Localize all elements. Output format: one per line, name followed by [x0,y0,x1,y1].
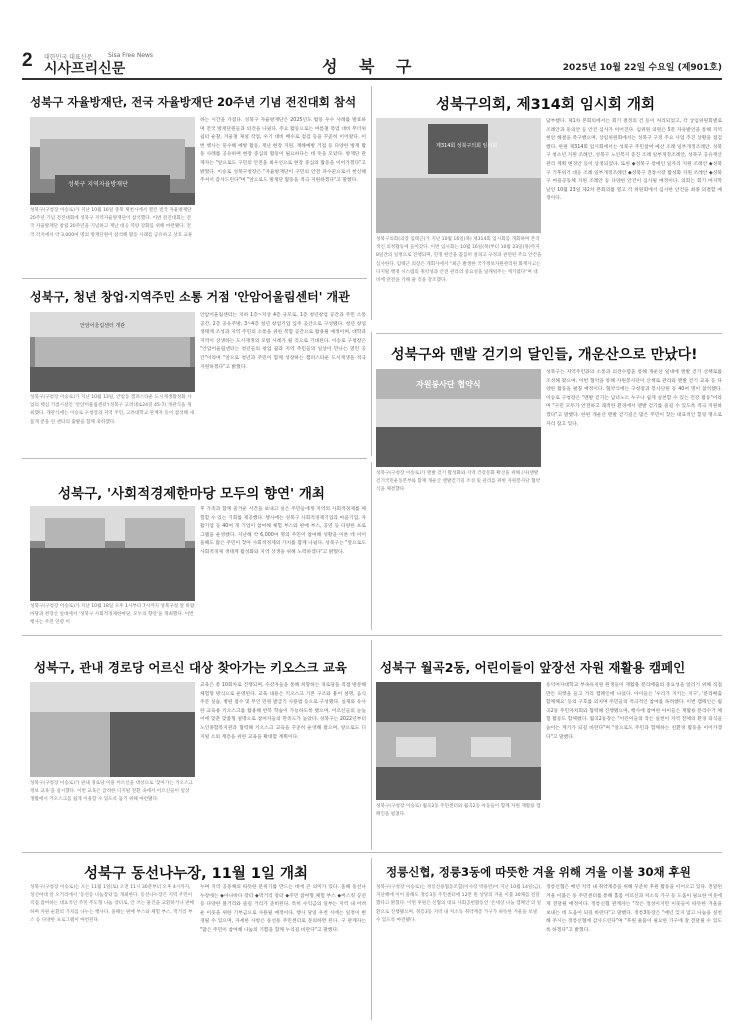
article-photo [30,682,195,777]
column-divider [371,858,372,1020]
article-headline[interactable]: 성북구, 관내 경로당 어르신 대상 찾아가는 키오스크 교육 [34,660,347,675]
photo-banner-text: 제314회 성북구의회 임시회 [436,143,498,149]
article-photo [30,117,195,205]
article-body: 후 가족과 함께 즐거운 시간을 보내고 싶은 주민들에게 지역의 사회적경제를 체험할 수 있는 기회를 제공했다. 행사에는 성북구 사회적경제기업과 마을기업, 자활기업 등 40여 개 기업이 참여해 체험 부스와 판매 부스, 공연 등 다양한 프로그램을 운영했다. 지난해 약 6,000여 명의 주민이 참여해 성황을 이룬 데 이어 올해도 많은 주민이 찾아 사회적경제의 가치를 함께 나눴다. 성북구는 "앞으로도 사회적경제 생태계 활성화와 지역 상생을 위해 노력하겠다"고 밝혔다. [200,507,366,555]
article-body: 성북구는 지역주민과의 소통과 의견수렴을 통해 개운산 일대에 맨발 걷기 산책로를 조성해 왔으며, 이번 협약을 통해 자원봉사단이 산책로 관리와 맨발 걷기 교육 등 다양한 활동을 펼칠 예정이다. 협약식에는 구청장과 봉사단원 등 40여 명이 참석했다. 이승로 구청장은 "맨발 걷기는 남녀노소 누구나 쉽게 실천할 수 있는 건강 활동"이라며 "구민 모두가 안전하고 쾌적한 환경에서 맨발 걷기를 즐길 수 있도록 적극 지원하겠다"고 말했다. 한편 개운산 맨발 걷기길은 많은 주민이 찾는 대표적인 힐링 명소로 자리 잡고 있다. [546,370,722,427]
article-headline[interactable]: 성북구와 맨발 걷기의 달인들, 개운산으로 만났다! [391,347,698,363]
article-photo [376,682,541,800]
article-photo [30,312,195,392]
article-lede: 성북구(구청장 이승로) 월곡2동 주민센터와 월곡2동 아동들이 함께 자원 재활용 캠페인을 펼쳤다. [376,804,541,818]
article-lede: 성북구(구청장 이승로)가 관내 경로당 이용 어르신을 대상으로 '찾아가는 키오스크 정보 교육'을 실시했다. 이번 교육은 급격한 디지털 전환 속에서 어르신들이 일상 생활에서 키오스크를 쉽게 이용할 수 있도록 돕기 위해 마련됐다. [30,781,193,803]
masthead-rule [22,78,722,80]
article-lede: 성북구(구청장 이승로)는 오는 11월 1일(토) 오전 11시 30분부터 오후 4시까지, 성신여대 앞 오거리에서 '동선동 나눔장터'를 개최한다. 동선나누장은 지역 주민이 직접 참여하는 대표적인 주민 주도형 나눔 장터로, 안 쓰는 물건을 교환하거나 판매하며 자원 순환의 가치를 나누는 행사다. 올해는 판매 부스와 체험 부스, 먹거리 부스 등 다양한 프로그램이 마련된다. [30,885,194,923]
article-headline[interactable]: 정릉신협, 정릉3동에 따뜻한 겨울 위해 겨울 이불 30채 후원 [386,865,691,879]
column-divider [371,332,372,456]
photo-banner-text: 자원봉사단 협약식 [416,380,481,389]
newspaper-logo-en: Sisa Free News [108,52,154,59]
article-body: 교육은 총 10회차로 진행되며, 수강자들을 통해 희망하는 경로당을 직접 방문해 체험형 방식으로 운영된다. 교육 내용은 키오스크 기본 구조와 용어 설명, 음식 주문 실습, 병원 접수 및 무인 민원 발급기 사용법 등으로 구성됐다. 실제와 유사한 교육용 키오스크를 활용해 반복 학습이 가능하도록 했으며, 어르신들의 눈높이에 맞춘 맞춤형 설명으로 참여자들의 만족도가 높았다. 성북구는 2022년부터 노인종합복지관과 협력해 키오스크 교육을 꾸준히 운영해 왔으며, 앞으로도 디지털 소외 계층을 위한 교육을 확대할 계획이다. [200,683,366,740]
article-lede: 성북구(구청장 이승로)가 맨발 걷기 활성화와 지역 건강문화 확산을 위해 (사)맨발걷기국민운동본부와 함께 개운산 맨발걷기길 조성 및 관리를 위한 자원봉사단 협약식을 체결했다. [376,471,541,493]
newspaper-logo: 시사프리신문 [44,61,126,77]
article-body: 하는 시간을 가졌다. 성북구 자율방재단은 2025년도 활동 우수 사례를 발표하며 전국 방재단원들과 의견을 나눴다. 주요 활동으로는 여름철 폭염 대비 무더위 쉼터 순찰, 겨울철 제설 작업, 우기 대비 배수로 점검 등을 꾸준히 이어왔다. 이번 행사는 풍수해 예방 활동, 재난 현장 지원, 재해예방 거점 등 다양한 방재 활동 사례를 공유하며 현장 중심의 활동이 필요하다는 데 뜻을 모았다. 방재단 관계자는 "앞으로도 구민의 안전을 최우선으로 현장 중심의 활동을 이어가겠다"고 밝혔다. 이승로 성북구청장은 "자율방재단이 구민의 안전 파수꾼으로서 헌신해 주셔서 감사드린다"며 "앞으로도 방재단 활동을 적극 지원하겠다"고 말했다. [200,118,366,184]
column-divider [371,640,372,850]
page-number: 2 [22,50,33,71]
article-headline[interactable]: 성북구, 청년 창업·지역주민 소통 거점 '안암어울림센터' 개관 [30,290,350,304]
article-photo [376,369,541,467]
article-lede: 성북구의회(의장 임태근)가 지난 10월 16일(목) 제314회 임시회를 개회하며 본격적인 의정활동에 들어갔다. 이번 임시회는 10월 16일(목)부터 10월 23일(목)까지 8일간의 일정으로 진행되며, 민생 현안을 꼼꼼히 살피고 구정과 관련된 주요 안건을 심사한다. 임태근 의장은 개회사에서 "최근 발생한 국가정보자원관리원 화재사고는 디지털 행정 시스템의 취약성과 안전 관리의 중요성을 일깨워주는 계기였다"며 대비에 만전을 기해 줄 것을 강조했다. [376,237,542,284]
article-lede: 성북구(구청장 이승로)가 지난 10월 13일, 안암동 캠퍼스타운 도시재생활성화 사업의 핵심 거점시설인 '안암어울림센터'(성북구 고려대로24길 45-7) 개관식을 개최했다. 개관식에는 이승로 구청장과 지역 주민, 고려대학교 관계자 등이 참석해 새롭게 문을 연 센터의 출발을 함께 축하했다. [30,395,194,425]
photo-banner-text: 안암어울림센터 개관 [80,323,126,329]
article-lede: 성북구(구청장 이승로)가 지난 10월 16일 충북 제천시에서 열린 전국 자율방재단 20주년 기념 전진대회에 성북구 지역자율방재단이 참석했다. 이번 전진대회는 전국 자율방재단 창립 20주년을 기념하고 재난 대응 역량 강화를 위해 마련됐다. 전국 각지에서 약 3,000여 명의 방재단원이 참석해 활동 사례를 공유하고 상호 교류 [30,208,193,238]
article-body: 동덕여자대학교 부속유치원 원생들이 재활용 분리배출의 중요성을 알리기 위해 직접 만든 피켓을 들고 거리 캠페인에 나섰다. 아이들은 '우리가 지키는 지구', '분리배출 함께해요' 등의 구호를 외치며 주민들의 적극적인 참여를 독려했다. 이번 캠페인은 월곡2동 주민자치회와 협력해 진행됐으며, 행사에 참여한 아이들은 재활용 분리수거 체험 활동도 함께했다. 월곡2동장은 "어린이들의 작은 실천이 지역 전체의 환경 의식을 높이는 계기가 되길 바란다"며 "앞으로도 주민과 함께하는 친환경 활동을 이어가겠다"고 말했다. [546,683,722,740]
article-body: 정릉신협은 매년 지역 내 취약계층을 위해 꾸준히 후원 활동을 이어오고 있다. 전달된 겨울 이불은 동 주민센터를 통해 홀몸 어르신과 저소득 가구 등 도움이 필요한 이웃에게 전달될 예정이다. 정릉신협 관계자는 "작은 정성이지만 이웃들이 따뜻한 겨울을 보내는 데 도움이 되길 바란다"고 말했다. 정릉3동장은 "매년 잊지 않고 나눔을 실천해 주시는 정릉신협에 감사드린다"며 "후원 물품이 필요한 가구에 잘 전달될 수 있도록 하겠다"고 밝혔다. [546,885,722,933]
article-photo [30,506,195,601]
article-lede: 성북구(구청장 이승로)는 정릉신용협동조합(이사장 박용완)이 지난 10월 14일(금), 지난해에 이어 올해도 정릉3동 주민센터에 12만 원 상당의 겨울 이불 30채를 전달했다고 밝혔다. 이번 후원은 신협의 대표 사회공헌활동인 '온세상 나눔 캠페인'의 일환으로 진행됐으며, 정릉3동 지역 내 저소득 취약계층 가구가 따뜻한 겨울을 보낼 수 있도록 마련됐다. [376,885,542,923]
article-headline[interactable]: 성북구 자율방재단, 전국 자율방재단 20주년 기념 전진대회 참석 [30,95,357,109]
article-divider [22,852,722,853]
masthead-tagline: 대한민국 대표신문 [44,54,93,61]
masthead [22,52,722,76]
photo-banner-text: 성북구 지역자율방재단 [68,181,128,188]
article-divider [22,458,367,459]
article-lede: 성북구(구청장 이승로)가 지난 10월 18일 오후 1시부터 7시까지 성북구청 앞 바람마당과 천장산 일대에서 '성북구 사회적경제한마당, 모두의 향연'을 개최했다. 이번 행사는 주민 연령 이 [30,604,195,626]
article-divider [376,333,722,334]
column-divider [371,462,372,630]
article-headline[interactable]: 성북구 월곡2동, 어린이들이 앞장선 자원 재활용 캠페인 [380,660,686,675]
article-photo [376,118,541,233]
article-headline[interactable]: 성북구의회, 제314회 임시회 개회 [436,97,656,113]
article-body: 누며 지역 공동체의 따뜻한 분위기를 만드는 데에 큰 의미가 있다. 올해 동선나누장에는 ◆아나바다 장터 ◆먹거리 장터 ◆주민 참여형 체험 부스 ◆버스킹 공연 등 다양한 볼거리와 즐길 거리가 준비된다. 특히 수익금의 일부는 지역 내 어려운 이웃을 위한 기부금으로 사용될 예정이다. 행사 당일 우천 시에는 일정이 변경될 수 있으며, 자세한 사항은 동선동 주민센터로 문의하면 된다. 구 관계자는 "많은 주민이 참여해 나눔의 기쁨을 함께 누리길 바란다"고 말했다. [200,885,366,933]
article-divider [22,635,722,636]
article-body: 안암어울림센터는 지하 1층~지상 4층 규모로, 1층 청년창업 공간과 주민 소통 공간, 2층 공유주방, 3~4층 청년 창업기업 입주 공간으로 구성됐다. 청년 창업 생태계 조성과 지역 주민의 소통을 위한 복합 공간으로 활용될 예정이며, 대학과 지역이 상생하는 도시재생의 모범 사례가 될 것으로 기대된다. 이승로 구청장은 "안암어울림센터는 청년들의 창업 꿈과 지역 주민들의 일상이 만나는 열린 공간"이라며 "앞으로 청년과 주민이 함께 성장하는 캠퍼스타운 도시재생을 적극 지원하겠다"고 밝혔다. [200,313,366,370]
column-divider [371,86,372,320]
article-body: 담부했다. 제1차 본회의에서는 회기 결정의 건 등이 처리되었고, 각 상임위원회별로 조례안과 동의안 등 안건 심사가 이어진다. 임위원 의원은 5분 자유발언을 통해 지역 현안 해결을 촉구했으며, 상임위원회에서는 성북구 구정 주요 사업 추진 상황을 점검했다. 한편 제314회 임시회에서는 성북구 주민참여 예산 조례 일부개정조례안, 성북구 청소년 지원 조례안, 성북구 노인복지 증진 조례 일부개정조례안, 성북구 공유재산 관리 계획 변경안 등이 상정되었다. 또한 ◆성북구 장애인 일자리 지원 조례안 ◆성북구 기후위기 대응 조례 일부개정조례안 ◆성북구 전통시장 활성화 지원 조례안 ◆성북구 마을공동체 지원 조례안 등 다양한 안건이 심사될 예정이다. 의회는 회기 마지막 날인 10월 23일 제2차 본회의를 열고 각 위원회에서 심사한 안건을 최종 의결할 예정이다. [546,119,722,202]
issue-date: 2025년 10월 22일 수요일 (제901호) [562,63,722,73]
article-divider [22,278,367,279]
section-title: 성 북 구 [322,57,420,76]
article-headline[interactable]: 성북구, '사회적경제한마당 모두의 향연' 개최 [58,486,325,502]
article-headline[interactable]: 성북구 동선나누장, 11월 1일 개최 [84,866,309,882]
